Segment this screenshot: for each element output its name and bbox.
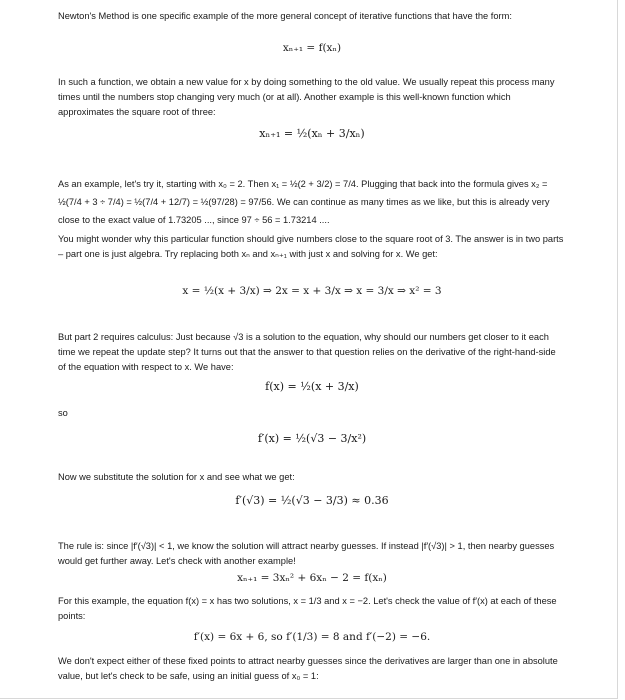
equation-derivative-values: f′(x) = 6x + 6, so f′(1/3) = 8 and f′(−2) = −6.	[193, 631, 431, 643]
paragraph-initial-guess: We don't expect either of these fixed points to attract nearby guesses since the derivatives are larger than one in absolute value, but let's check to be safe, using an initial guess of x₀ = 1:	[58, 656, 558, 681]
equation-iteration-form: xₙ₊₁ = f(xₙ)	[282, 42, 342, 54]
paragraph-example-iteration: As an example, let's try it, starting with x₀ = 2. Then x₁ = ½(2 + 3/2) = 7/4. Plugging that back into the formula gives x₂ = ½(7/4 + 3 ÷ 7/4) = ½(7/4 + 12/7) = ½(97/28) = 97/56. We can continue as many times as we like, but this is already very close to the exact value of 1.73205 ..., since 97 ÷ 56 = 1.73214 ....	[58, 179, 550, 225]
paragraph-why-sqrt3: You might wonder why this particular function should give numbers close to the square root of 3. The answer is in two parts – part one is just algebra. Try replacing both xₙ and xₙ₊₁ with just x and solving for x. We get:	[58, 234, 564, 259]
paragraph-calculus-part: But part 2 requires calculus: Just because √3 is a solution to the equation, why should our numbers get closer to it each time we repeat the update step? It turns out that the answer to that question relies on the derivative of the right-hand-side of the equation with respect to x. We have:	[58, 332, 556, 372]
equation-second-example: xₙ₊₁ = 3xₙ² + 6xₙ − 2 = f(xₙ)	[237, 572, 387, 584]
paragraph-fixed-points: For this example, the equation f(x) = x has two solutions, x = 1/3 and x = −2. Let's check the value of f′(x) at each of these points:	[58, 596, 557, 621]
paragraph-rule: The rule is: since |f′(√3)| < 1, we know the solution will attract nearby guesses. If instead |f′(√3)| > 1, then nearby guesses would get further away. Let's check with another example!	[58, 541, 555, 566]
equation-algebra-solve: x = ½(x + 3/x) ⇒ 2x = x + 3/x ⇒ x = 3/x ⇒ x² = 3	[182, 285, 442, 297]
word-so: so	[58, 408, 68, 418]
equation-derivative-at-sqrt3: f′(√3) = ½(√3 − 3/3) ≈ 0.36	[235, 494, 389, 507]
paragraph-substitute: Now we substitute the solution for x and see what we get:	[58, 472, 295, 482]
equation-derivative: f′(x) = ½(√3 − 3/x²)	[257, 432, 367, 445]
equation-sqrt3-approximation: xₙ₊₁ = ½(xₙ + 3/xₙ)	[259, 127, 365, 140]
paragraph-iterative-functions: In such a function, we obtain a new value for x by doing something to the old value. We usually repeat this process many times until the numbers stop changing very much (or at all). Another example is this well-known function which approximates the square root of three:	[58, 77, 555, 117]
paragraph-intro: Newton's Method is one specific example of the more general concept of iterative functions that have the form:	[58, 11, 512, 21]
equation-f-of-x: f(x) = ½(x + 3/x)	[265, 380, 359, 393]
